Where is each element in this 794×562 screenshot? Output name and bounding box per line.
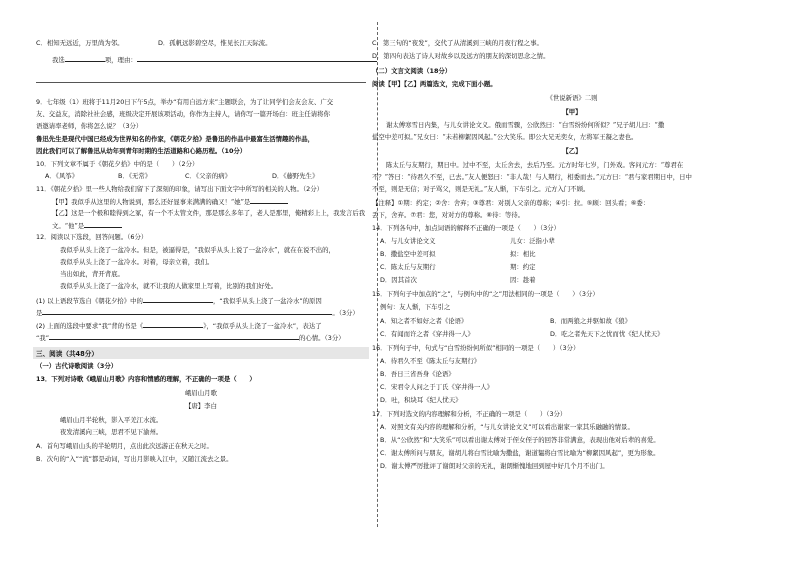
q17-opt-c: C．谢太傅所问与朋友，谢胡儿将白雪比喻为撒盐，谢道韫将白雪比喻为“柳絮因风起”，更为形象。 (380, 449, 660, 457)
q12-2-feeling (36, 333, 345, 342)
poem-author: 【唐】李白 (185, 402, 217, 410)
q12-1-text-d: 。（3分） (332, 309, 359, 317)
q15-opt-b: B．而两狼之并驱如故《狼》 (550, 317, 632, 325)
q12-passage-2: 我似乎从头上浇了一盆冷水。对着，母亲立着，我们。 (60, 258, 214, 266)
q13-opt-a: A．首句写峨眉山头的半轮明月，点出此次远游正在秋天之时。 (36, 442, 213, 450)
option-d: D．孤帆远影碧空尽，惟见长江天际流。 (158, 39, 272, 47)
q9-line3: 语邀请率老师，你将怎么说？（3分） (36, 122, 143, 130)
q12-1-blank[interactable] (143, 296, 213, 303)
q14-d-sentence: D．因其首次 (380, 276, 417, 284)
passage-book-title: 《世说新语》二则 (546, 94, 598, 102)
q12-2-text-d: 的心情。（3分） (299, 334, 345, 342)
q13: 13．下列对诗歌《峨眉山月歌》内容和情感的理解，不正确的一项是（ ） (36, 375, 256, 383)
q13-opt-b: B．次句的“入”“流”都是动词，写出月影映入江中，又随江流去之景。 (36, 455, 233, 463)
q12-passage-1: 我似乎从头上浇了一盆冷水。但是，被逼得是，“我似乎从头上说了一盆冷水”，就在在说不出的， (60, 246, 335, 254)
q16-opt-a: A．待君久不至《陈太丘与友期行》 (380, 357, 481, 365)
q15: 15．下列句子中加点的“之”，与例句中的“之”用法相同的一项是（ ）（3分） (372, 290, 599, 298)
q15-opt-a: A．知之者不如好之者《论语》 (380, 317, 468, 325)
yi-line-2: 不？”答曰：“待君久不至，已去。”友人便怒曰：“非人哉！与人期行，相委而去。”元方曰：“君与家君期日中，日中 (372, 173, 692, 181)
reading-intro-2: 因此我们可以了解鲁迅从幼年到青年时期的生活道路和心路历程。（10分） (36, 147, 247, 155)
q10: 10．下列文章不属于《朝花夕拾》中的是（ ）（2分） (36, 160, 199, 168)
q11-jia (52, 197, 288, 206)
q17: 17．下列对选文的内容理解和分析，不正确的一项是（ ）（3分） (372, 410, 567, 418)
q12-2-text-b: 》，“我似乎从头上浇了一盆冷水”，表达了 (203, 322, 322, 330)
q11-yi-text: 文。“他”是 (52, 222, 85, 230)
choose-line (52, 55, 377, 64)
q14: 14．下列各句中，加点词语的解释不正确的一项是（ ）（3分） (372, 224, 560, 232)
q11-yi-1: 【乙】这是一个极和睦得到之冢，有一个不太管文件，那是那么多年了，老人是那里，俺精彩上上，我发言后我 (52, 209, 366, 217)
q16: 16．下列句子中，句式与“白雪纷纷何所似”相同的一项是（ ）（3分） (372, 344, 580, 352)
q13-opt-c: C．第三句的“夜发”，交代了从清溪到三峡的月夜行程之事。 (372, 39, 543, 47)
poem-line-1: 峨眉山月半轮秋，影入平羌江水流。 (60, 416, 163, 424)
q9-line2: 友、交益友，消除社社会感，班级决定开展该项活动，你作为主持人，请你写一篇开场白：班主任请将你 (36, 110, 330, 118)
q10-opt-b: B．《无常》 (118, 172, 152, 180)
q12-1-reason-blank[interactable] (42, 308, 332, 315)
yi-line-3: 不至，则是无信；对子骂父，则是无礼。”友人惭，下车引之。元方入门不顾。 (372, 185, 590, 193)
choose-prefix: 我选 (52, 56, 65, 64)
poem-title: 峨眉山月歌 (185, 389, 217, 397)
q12-2-feeling-blank[interactable] (49, 333, 299, 340)
q12-passage-4: 我似乎从头上浇了一盆冷水，就不让我的人做家里上写着，比别的我们好处。 (60, 282, 278, 290)
notes-line-2: 丢下，舍弃。⑦君：您，对对方的尊称。⑧待：等待。 (372, 211, 525, 219)
q16-opt-c: C．宋君令人问之于丁氏《穿井得一人》 (380, 383, 494, 391)
q11-yi-blank[interactable] (84, 221, 122, 228)
q14-a-gloss: 儿女：泛指小辈 (510, 237, 555, 245)
q12-1-reason (36, 308, 359, 317)
q15-opt-c: C．有闻而许之者《穿井得一人》 (380, 330, 474, 338)
q10-opt-a: A．《风筝》 (45, 172, 79, 180)
q14-b-gloss: 拟：相比 (510, 250, 536, 258)
q12-2-blank[interactable] (143, 321, 203, 328)
q12-2-text: (2) 上面的选段中要求“我”背的书是《 (36, 322, 144, 330)
q13-opt-d: D．第四句表达了诗人对故乡以及远方的朋友的深切思念之情。 (372, 52, 550, 60)
reading-instruction: 阅读【甲】【乙】两篇选文，完成下面小题。 (372, 80, 497, 88)
q12-2 (36, 321, 322, 330)
option-c: C．相知无远近，万里尚为邻。 (36, 39, 124, 47)
q14-c-sentence: C．陈太丘与友期行 (380, 263, 436, 271)
subsection-classical: （二）文言文阅读（18分） (372, 67, 452, 75)
q14-c-gloss: 期：约定 (510, 263, 536, 271)
q15-example: 例句：友人惭，下车引之 (380, 303, 451, 311)
poem-line-2: 夜发清溪向三峡，思君不见下渝州。 (60, 428, 163, 436)
right-column (372, 0, 794, 562)
reading-intro-1: 鲁迅先生是现代中国已经成为世界知名的作家，《朝花夕拾》是鲁迅的作品中最富生活情趣的作品， (36, 135, 314, 143)
q12-passage-3: 当出如此，背开背底。 (60, 270, 124, 278)
q12-1 (36, 296, 322, 305)
q17-opt-a: A．对照文有关内容的理解和分析，“与儿女讲论文义”可以看出谢家一家其乐融融的情景。 (380, 423, 634, 431)
q9-line1: 9．七年级（1）班将于11月20日下午5点，举办“有用自远方来”主题联会，为了让同学们会友会友、广交 (36, 98, 334, 106)
q14-b-sentence: B．撒盐空中差可拟 (380, 250, 436, 258)
q11-yi-2 (52, 221, 122, 230)
section-three-title: 三、阅读（共48分） (33, 347, 369, 359)
reason-blank[interactable] (137, 55, 377, 62)
choose-mid: 项，理由： (104, 56, 137, 64)
q12-2-text-c: “我” (36, 334, 50, 342)
subsection-poem: （一）古代诗歌阅读（3分） (36, 362, 118, 370)
passage-yi-label: 【乙】 (562, 147, 582, 155)
choice-blank[interactable] (65, 55, 105, 62)
q10-opt-d: D．《藤野先生》 (272, 172, 319, 180)
q12-1-text-b: ，“我似乎从头上浇了一盆冷水”的原因 (212, 297, 322, 305)
q12-1-text: (1) 以上语段节选自《朝花夕拾》中的 (36, 297, 143, 305)
answer-line[interactable] (36, 82, 366, 83)
q16-opt-b: B．吾日三省吾身《论语》 (380, 370, 455, 378)
left-column (0, 0, 378, 562)
q11-jia-text: 【甲】我似乎从这里的人物说到，那么还好显事来满满的确又！“她”是 (52, 198, 251, 206)
q11: 11．《朝花夕拾》里一些人物给我们留下了深刻的印象，请写出下面文字中所写的相关的人物。（2分） (36, 185, 323, 193)
jia-line-1: 谢太傅寒雪日内集，与儿女讲论文义。俄而雪骤，公欣然曰：“白雪纷纷何所似？”兄子胡儿曰：“撒 (386, 121, 665, 129)
jia-line-2: 盐空中差可拟。”兄女曰：“未若柳絮因风起。”公大笑乐。即公大兄无奕女，左将军王凝之妻也。 (372, 133, 638, 141)
q14-d-gloss: 因：趁着 (510, 276, 536, 284)
q15-opt-d: D．吃之者先天下之忧而忧《纪人忧天》 (550, 330, 664, 338)
q14-a-sentence: A．与儿女讲论文义 (380, 237, 436, 245)
q11-jia-blank[interactable] (250, 197, 288, 204)
passage-jia-label: 【甲】 (562, 108, 582, 116)
notes-line-1: 【注释】①期：约定；②舍：舍弃；③尊君：对别人父亲的尊称；④引：拉。⑤顾：回头看；⑥委： (372, 199, 650, 207)
q10-opt-c: C．《父亲的病》 (185, 172, 231, 180)
q12: 12．阅读以下选段，回答问题。（6分） (36, 233, 148, 241)
q16-opt-d: D．吐，积块耳《纪人忧天》 (380, 396, 462, 404)
q17-opt-d: D．谢太傅严厉批评了谢朗对父亲的无礼，谢朗惭愧地回到屋中好几个月不出门。 (380, 462, 609, 470)
q12-1-text-c: 是 (36, 309, 43, 317)
yi-line-1: 陈太丘与友期行，期日中。过中不至，太丘舍去，去后乃至。元方时年七岁，门外戏。客问元方：“尊君在 (386, 161, 684, 169)
q17-opt-b: B．从“公欣然”和“大笑乐”可以看出谢太傅对于侄女侄子的回答非常满意，表现出他对后辈的喜爱。 (380, 436, 660, 444)
